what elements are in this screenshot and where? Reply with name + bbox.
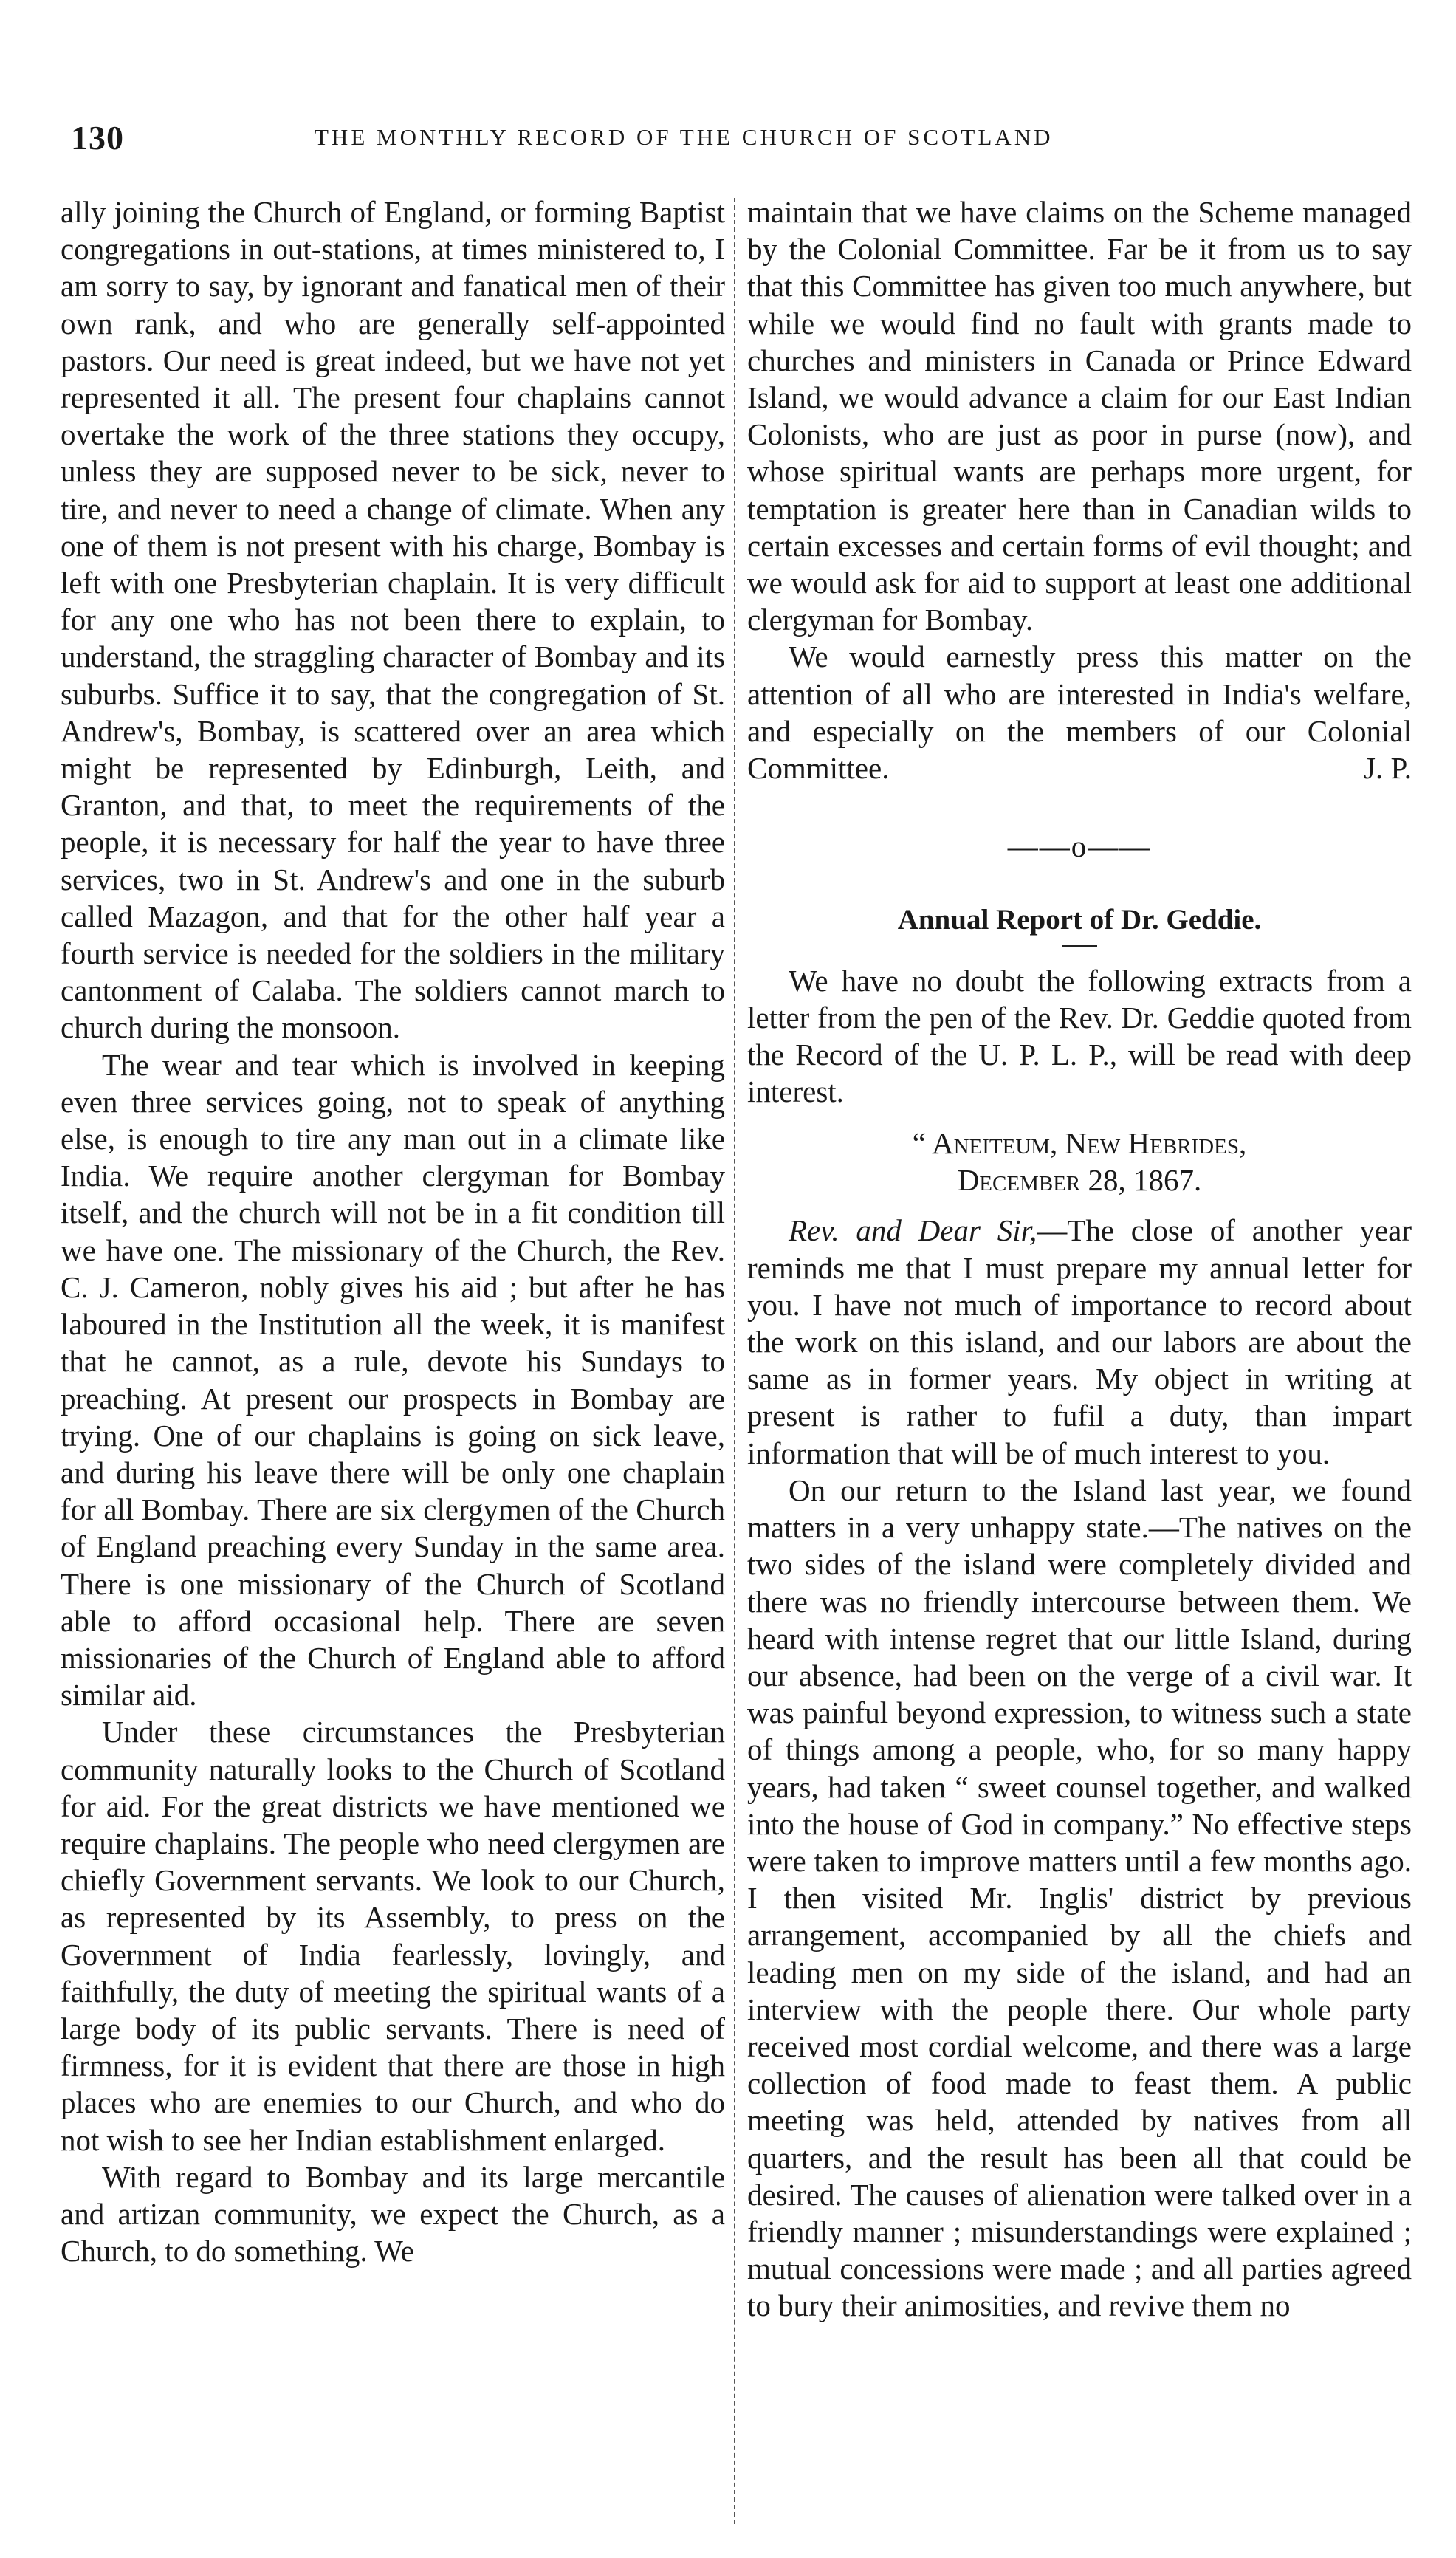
right-paragraph-1: maintain that we have claims on the Scheme managed by the Colonial Committee. Far be it from us to say that this Committee has given too much anywhere, but while we would find no fault with grants made to churches and ministers in Canada or Prince Edward Island, we would advance a claim for our East Indian Colonists, who are just as poor in purse (now), and whose spiritual wants are perhaps more urgent, for temptation is greater here than in Canadian wilds to certain excesses and certain forms of evil thought; and we would ask for aid to support at least one additional clergyman for Bombay. (747, 195, 1412, 637)
right-column (747, 193, 1412, 2527)
left-paragraph-2: The wear and tear which is involved in keeping even three services going, not to speak of anything else, is enough to tire any man out in a climate like India. We require another clergyman for Bombay itself, and the church will not be in a fit condition till we have one. The missionary of the Church, the Rev. C. J. Cameron, nobly gives his aid ; but after he has laboured in the Institution all the week, it is manifest that he cannot, as a rule, devote his Sundays to preaching. At present our prospects in Bombay are trying. One of our chaplains is going on sick leave, and during his leave there will be only one chaplain for all Bombay. There are six clergymen of the Church of England preaching every Sunday in the same area. There is one missionary of the Church of Scotland able to afford occasional help. There are seven missionaries of the Church of England able to afford similar aid. (61, 1047, 725, 1712)
dateline-date: December 28, 1867. (957, 1163, 1202, 1198)
section-separator: ——o—— (1007, 829, 1152, 864)
letter-dateline (747, 1125, 1412, 1199)
left-paragraph-1: ally joining the Church of England, or forming Baptist congregations in out-stations, at times ministered to, I am sorry to say, by ignorant and fanatical men of their own rank, and who are generally self-appointed pastors. Our need is great indeed, but we have not yet represented it all. The present four chaplains cannot overtake the work of the three stations they occupy, unless they are supposed never to be sick, never to tire, and never to need a change of climate. When any one of them is not present with his charge, Bombay is left with one Presbyterian chaplain. It is very difficult for any one who has not been there to explain, to understand, the straggling character of Bombay and its suburbs. Suffice it to say, that the congregation of St. Andrew's, Bombay, is scattered over an area which might be represented by Edinburgh, Leith, and Granton, and that, to meet the requirements of the people, it is necessary for half the year to have three services, two in St. Andrew's and one in the suburb called Mazagon, and that for the other half year a fourth service is needed for the soldiers in the military cantonment of Calaba. The soldiers cannot march to church during the monsoon. (61, 195, 725, 1045)
running-head (71, 118, 1400, 162)
dateline-place: “ Aneiteum, New Hebrides, (912, 1126, 1247, 1161)
section-heading: Annual Report of Dr. Geddie. (897, 904, 1262, 936)
left-column (61, 193, 725, 2527)
journal-title: THE MONTHLY RECORD OF THE CHURCH OF SCOTLAND (315, 124, 1054, 150)
letter-paragraph-2: On our return to the Island last year, we found matters in a very unhappy state.—The natives on the two sides of the island were completely divided and there was no friendly intercourse between them. We heard with intense regret that our little Island, during our absence, had been on the verge of a civil war. It was painful beyond expression, to witness such a state of things among a people, who, for so many happy years, had taken “ sweet counsel together, and walked into the house of God in company.” No effective steps were taken to improve matters until a few months ago. I then visited Mr. Inglis' district by previous arrangement, accompanied by all the chiefs and leading men on my side of the island, and had an interview with the people there. Our whole party received most cordial welcome, and there was a large collection of food made to feast them. A public meeting was held, attended by natives from all quarters, and the result has been all that could be desired. The causes of alienation were talked over in a friendly manner ; misunderstandings were explained ; mutual concessions were made ; and all parties agreed to bury their animosities, and revive them no (747, 1472, 1412, 2323)
signature: J. P. (1364, 751, 1412, 786)
heading-rule (1062, 945, 1097, 947)
closing-text: We would earnestly press this matter on the attention of all who are interested in India's welfare, and especially on the members of our Colonial Committee. (747, 640, 1412, 786)
section-intro: We have no doubt the following extracts from a letter from the pen of the Rev. Dr. Geddie quoted from the Record of the U. P. L. P., will be read with deep interest. (747, 963, 1412, 1109)
letter-opening-paragraph (747, 1212, 1412, 1471)
salutation: Rev. and Dear Sir, (789, 1213, 1037, 1248)
letter-opening-text: —The close of another year reminds me that I must prepare my annual letter for you. I have not much of importance to record about the work on this island, and our labors are about the same as in former years. My object in writing at present is rather to fufil a duty, than impart information that will be of much interest to you. (747, 1213, 1412, 1470)
left-paragraph-3: Under these circumstances the Presbyterian community naturally looks to the Church of Scotland for aid. For the great districts we have mentioned we require chaplains. The people who need clergymen are chiefly Government servants. We look to our Church, as represented by its Assembly, to press on the Government of India fearlessly, lovingly, and faithfully, the duty of meeting the spiritual wants of a large body of its public servants. There is need of firmness, for it is evident that there are those in high places who are enemies to our Church, and who do not wish to see her Indian establishment enlarged. (61, 1715, 725, 2157)
left-paragraph-4: With regard to Bombay and its large mercantile and artizan community, we expect the Church, as a Church, to do something. We (61, 2159, 725, 2269)
page-number: 130 (71, 119, 124, 157)
column-divider (734, 198, 735, 2524)
closing-paragraph (747, 638, 1412, 786)
